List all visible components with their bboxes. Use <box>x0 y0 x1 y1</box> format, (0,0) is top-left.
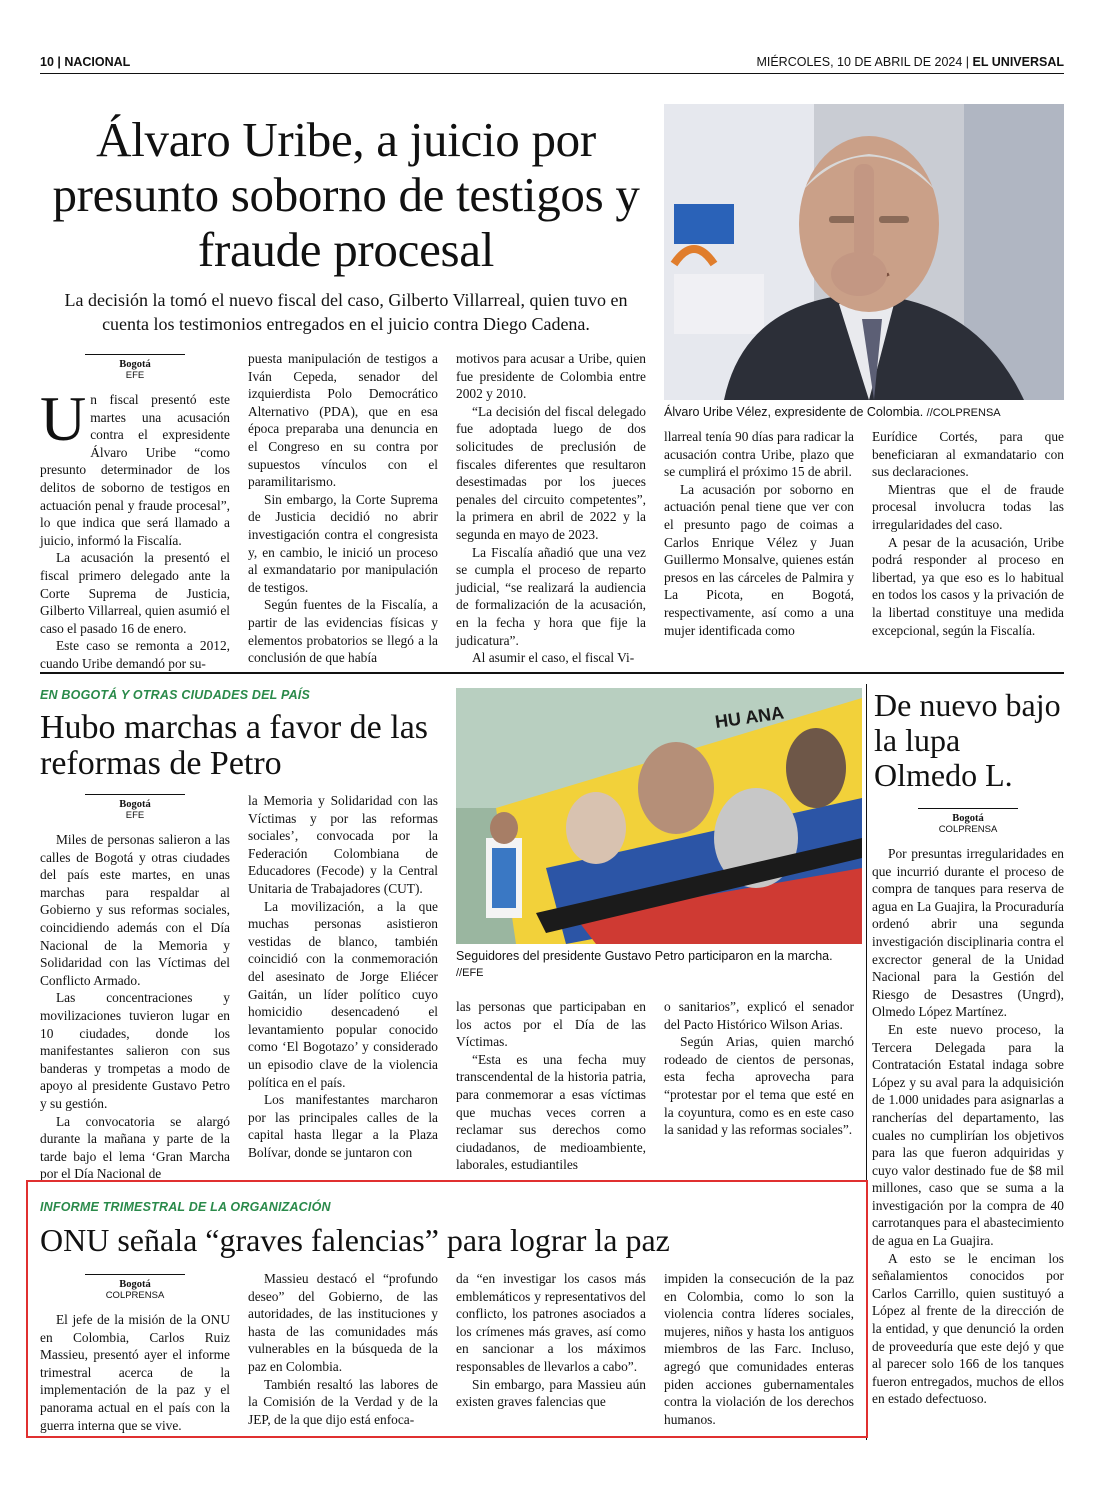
caption-text: Álvaro Uribe Vélez, expresidente de Colombia. <box>664 405 924 419</box>
story1-byline <box>85 354 185 381</box>
story4-col3 <box>456 1270 646 1411</box>
section-divider <box>40 672 1064 674</box>
paragraph: Miles de personas salieron a las calles de Bogotá y otras ciudades del país este martes, en unas marchas para respaldar al Gobierno y sus reformas sociales, coincidiendo además con el Día Nacional de la Memoria y Solidaridad con las Víctimas del Conflicto Armado. <box>40 832 230 988</box>
paragraph: La acusación por soborno en actuación penal tiene que ver con el presunto pago de coimas a Carlos Enrique Vélez y Juan Guillermo Monsalve, quienes están presos en las cárceles de Palmira y La Picota, en Bogotá, respectivamente, así como a una mujer identificada como <box>664 481 854 638</box>
paragraph: Al asumir el caso, el fiscal Vi- <box>472 650 635 666</box>
story2-kicker: EN BOGOTÁ Y OTRAS CIUDADES DEL PAÍS <box>40 688 311 702</box>
paragraph: La acusación la presentó el fiscal primero delegado ante la Corte Suprema de Justicia, Gilberto Villarreal, quien asumió el caso el pasado 16 de enero. <box>40 550 230 636</box>
paragraph: Según Arias, quien marchó rodeado de cientos de personas, esta fecha aprovecha para “protestar por el tema que esté en la coyuntura, como es en este caso la sanidad y las reformas sociales”. <box>664 1034 854 1138</box>
drop-cap: U <box>40 383 87 454</box>
paragraph: Sin embargo, para Massieu aún existen graves falencias que <box>456 1376 646 1410</box>
story2-byline <box>85 794 185 821</box>
caption-text: Seguidores del presidente Gustavo Petro participaron en la marcha. <box>456 949 833 963</box>
paragraph: El jefe de la misión de la ONU en Colombia, Carlos Ruiz Massieu, presentó ayer el informe trimestral acerca de la implementación de la paz y el panorama actual en el país con la guerra interna que se vive. <box>40 1312 230 1433</box>
byline-agency: EFE <box>125 370 145 381</box>
paragraph: Eurídice Cortés, para que beneficiaran al exmandatario con sus declaraciones. <box>872 429 1064 480</box>
byline-city: Bogotá <box>119 799 151 810</box>
paragraph: A pesar de la acusación, Uribe podrá responder al proceso en libertad, ya que eso es lo habitual en todos los casos y la privación de la libertad constituye una medida excepcional, según la Fiscalía. <box>872 534 1064 638</box>
byline-city: Bogotá <box>952 813 984 824</box>
caption-credit: //EFE <box>456 967 484 979</box>
folio-date <box>756 55 1064 69</box>
paragraph: Mientras que el de fraude procesal involucra todas las irregularidades del caso. <box>872 481 1064 532</box>
story4-kicker: INFORME TRIMESTRAL DE LA ORGANIZACIÓN <box>40 1200 331 1214</box>
paragraph: la Memoria y Solidaridad con las Víctimas y por las reformas sociales’, convocada por la Federación Colombiana de Educadores (Fecode) y la Central Unitaria de Trabajadores (CUT). <box>248 793 438 896</box>
story1-lead-paragraph <box>40 383 230 549</box>
story2-headline: Hubo marchas a favor de las reformas de Petro <box>40 709 429 782</box>
byline-city: Bogotá <box>119 359 151 370</box>
story2-col3 <box>456 998 646 1174</box>
paragraph: Las concentraciones y movilizaciones tuvieron lugar en 10 ciudades, donde los manifestantes salieron con sus banderas y trompetas a modo de apoyo al presidente Gustavo Petro y su gestión. <box>40 990 230 1111</box>
story1-col3 <box>456 350 646 667</box>
story1-headline: Álvaro Uribe, a juicio por presunto soborno de testigos y fraude procesal <box>52 112 640 277</box>
story1-col1 <box>40 354 230 673</box>
march-photo <box>456 688 862 944</box>
story4-col1 <box>40 1274 230 1434</box>
paragraph: “La decisión del fiscal delegado fue adoptada luego de dos solicitudes de preclusión de fiscales diferentes que resultaron desestimadas por los jueces penales del circuito competentes”, la primera en abril de 2022 y la segunda en mayo de 2023. <box>456 403 646 542</box>
story1-col4 <box>664 428 854 639</box>
paragraph: “Esta es una fecha muy transcendental de la historia patria, para conmemorar a esas víctimas que muchas veces corren a reclamar sus derechos como ciudadanos, de medioambiente, laborales, estudiantiles <box>456 1051 646 1173</box>
paragraph: Según fuentes de la Fiscalía, a partir de las evidencias físicas y elementos probatorios se llegó a la conclusión de que había <box>248 597 438 666</box>
paragraph: Los manifestantes marcharon por las principales calles de la capital hasta llegar a la Plaza Bolívar, donde se juntaron con <box>248 1092 438 1160</box>
story3-byline <box>918 808 1018 835</box>
paragraph: llarreal tenía 90 días para radicar la acusación contra Uribe, plazo que se cumplirá el próximo 15 de abril. <box>664 429 854 480</box>
byline-city: Bogotá <box>119 1279 151 1290</box>
paragraph: En este nuevo proceso, la Tercera Delegada para la Contratación Estatal indaga sobre López y su aval para la adquisición de 1.000 unidades para asignarlas a rancherías del departamento, las cuales no cumplirían los objetivos para las que fueron adquiridas y cuyo valor destinado fue de $8 mil millones, caso que se suma a la investigación por la compra de 40 carrotanques para el abastecimiento de agua en La Guajira. <box>872 1021 1064 1249</box>
lead-text: n fiscal presentó este martes una acusación contra el expresidente Álvaro Uribe “como presunto determinador de los delitos de soborno de testigos en actuación penal y fraude procesal”, lo que indica que será llamado a juicio, informó la Fiscalía. <box>40 392 230 548</box>
story3-headline: De nuevo bajo la lupa Olmedo L. <box>874 687 1061 793</box>
story1-col5 <box>872 428 1064 639</box>
paragraph: La convocatoria se alargó durante la mañana y parte de la tarde bajo el lema ‘Gran Marcha por el Día Nacional de <box>40 1113 230 1182</box>
paragraph: Sin embargo, la Corte Suprema de Justicia decidió no abrir investigación contra el congresista y, en cambio, le inició un proceso al exmandatario por manipulación de testigos. <box>248 491 438 595</box>
banner-text: HU ANA <box>713 702 786 732</box>
story2-col4 <box>664 998 854 1139</box>
paragraph: puesta manipulación de testigos a Iván Cepeda, senador del izquierdista Polo Democrático Alternativo (PDA), que en esa época preparaba una denuncia en el Congreso en su contra por supuestos vínculos con el paramilitarismo. <box>248 351 438 490</box>
byline-agency: COLPRENSA <box>105 1290 165 1301</box>
march-photo-caption <box>456 948 862 981</box>
story2-col2 <box>248 792 438 1161</box>
paragraph: La movilización, a la que muchas personas asistieron vestidas de blanco, también coincidió con la conmemoración del asesinato de Jorge Eliécer Gaitán, un líder político cuyo homicidio desencadenó el levantamiento popular conocido como ‘El Bogotazo’ y considerado un episodio clave de la violencia política en el país. <box>248 898 438 1090</box>
paragraph: Massieu destacó el “profundo deseo” del Gobierno, de las autoridades, de las instituciones y hasta de las comunidades más vulnerables en la búsqueda de la paz en Colombia. <box>248 1271 438 1374</box>
story3-col <box>872 808 1064 1408</box>
paragraph: La Fiscalía añadió que una vez se cumpla el proceso de reparto judicial, “se realizará la audiencia de formalización de la acusación, en la fecha y hora que fije la judicatura”. <box>456 544 646 648</box>
story4-col2 <box>248 1270 438 1428</box>
paragraph: Este caso se remonta a 2012, cuando Uribe demandó por su- <box>40 638 230 671</box>
paragraph: las personas que participaban en los actos por el Día de las Víctimas. <box>456 999 646 1050</box>
paragraph: A esto se le enciman los señalamientos conocidos por Carlos Carrillo, quien sustituyó a López al frente de la dirección de la entidad, y que denunció la orden de proveeduría que este dejó y que al parecer solo 166 de los tanques fueron entregados, muchos de ellos en estado defectuoso. <box>872 1250 1064 1407</box>
uribe-photo-caption <box>664 404 1064 421</box>
story1-deck: La decisión la tomó el nuevo fiscal del caso, Gilberto Villarreal, quien tuvo en cuenta los testimonios entregados en el juicio contra Diego Cadena. <box>64 290 628 334</box>
story2-col1 <box>40 794 230 1183</box>
byline-agency: COLPRENSA <box>938 824 998 835</box>
uribe-photo <box>664 104 1064 400</box>
story4-col4 <box>664 1270 854 1428</box>
paragraph: o sanitarios”, explicó el senador del Pacto Histórico Wilson Arias. <box>664 999 854 1032</box>
story1-col2 <box>248 350 438 667</box>
folio-date-text: MIÉRCOLES, 10 DE ABRIL DE 2024 | <box>756 55 970 69</box>
byline-agency: EFE <box>125 810 145 821</box>
paragraph: Por presuntas irregularidades en que incurrió durante el proceso de compra de tanques para reserva de agua en La Guajira, la Procuraduría ordenó abrir una segunda investigación disciplinaria contra el excrector general de la Unidad Nacional para la Gestión del Riesgo de Desastres (Ungrd), Olmedo López Martínez. <box>872 846 1064 1020</box>
paragraph: da “en investigar los casos más emblemáticos y representativos del conflicto, los patrones asociados a los crímenes más graves, así como en sancionar a los máximos responsables de llevarlos a cabo”. <box>456 1271 646 1374</box>
paragraph: También resaltó las labores de la Comisión de la Verdad y de la JEP, de la que dijo está enfoca- <box>248 1376 438 1427</box>
story4-byline <box>85 1274 185 1301</box>
page-folio <box>40 54 1064 74</box>
caption-credit: //COLPRENSA <box>926 407 1001 419</box>
folio-section: 10 | NACIONAL <box>40 55 131 69</box>
story4-headline: ONU señala “graves falencias” para lograr la paz <box>40 1222 670 1258</box>
folio-paper: EL UNIVERSAL <box>972 55 1064 69</box>
paragraph: motivos para acusar a Uribe, quien fue presidente de Colombia entre 2002 y 2010. <box>456 351 646 402</box>
paragraph: impiden la consecución de la paz en Colombia, como lo son la violencia contra líderes sociales, mujeres, niños y hasta los antiguos miembros de las Farc. Incluso, agregó que comunidades enteras piden acciones gubernamentales contra la violación de los derechos humanos. <box>664 1271 854 1427</box>
